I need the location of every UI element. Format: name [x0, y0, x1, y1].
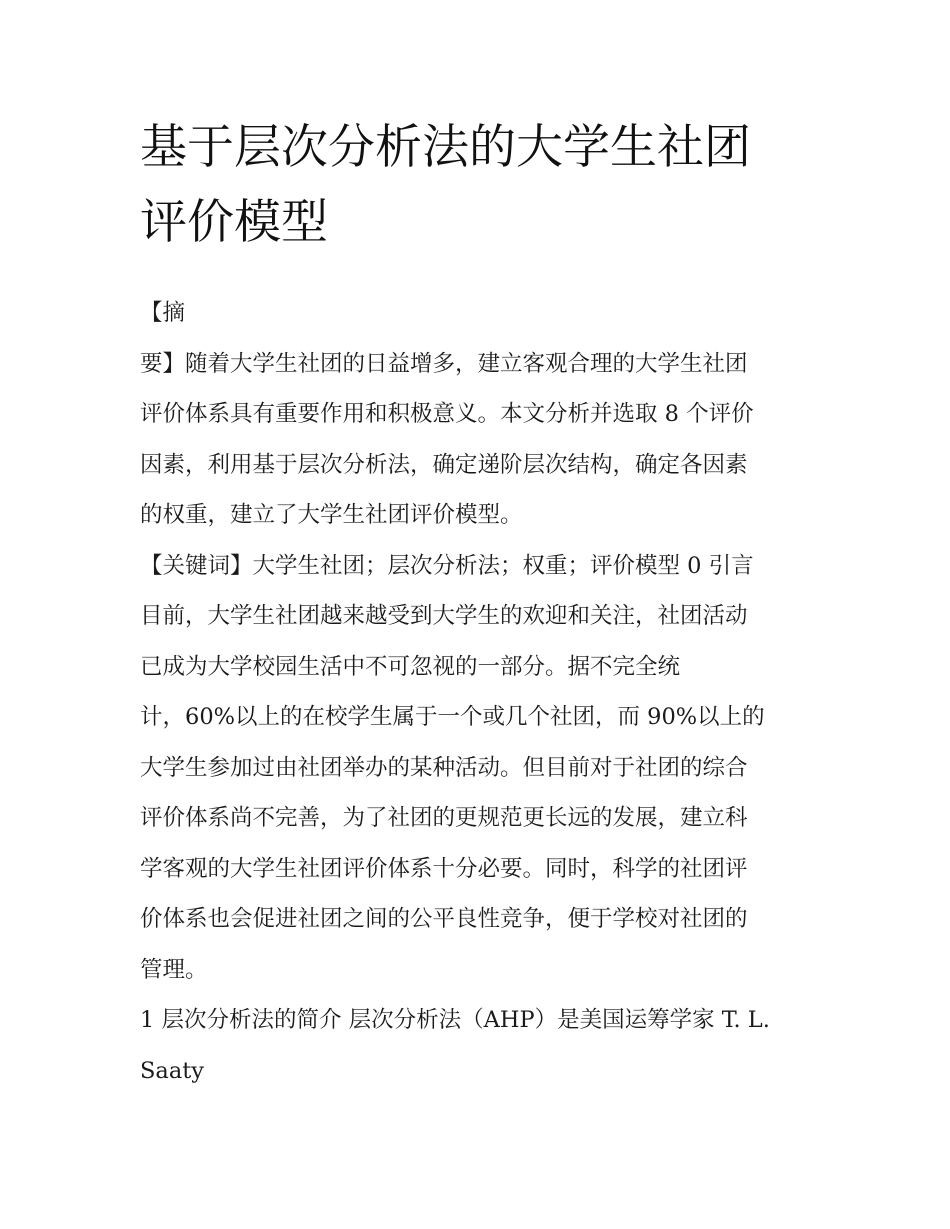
section-1-line: 1 层次分析法的简介 层次分析法（AHP）是美国运筹学家 T. L. — [140, 1007, 770, 1033]
abstract-line: 的权重，建立了大学生社团评价模型。 — [140, 502, 523, 528]
title-line-2: 评价模型 — [140, 195, 328, 250]
intro-line: 管理。 — [140, 956, 208, 983]
keywords-line: 【关键词】大学生社团；层次分析法；权重；评价模型 0 引言 — [140, 552, 754, 579]
intro-line: 大学生参加过由社团举办的某种活动。但目前对于社团的综合 — [140, 754, 748, 781]
intro-line: 价体系也会促进社团之间的公平良性竞争，便于学校对社团的 — [140, 906, 748, 932]
abstract-heading-line: 【摘 — [140, 300, 186, 326]
document-body — [140, 288, 812, 1096]
abstract-line: 因素，利用基于层次分析法，确定递阶层次结构，确定各因素 — [140, 451, 748, 478]
intro-line: 学客观的大学生社团评价体系十分必要。同时，科学的社团评 — [140, 855, 748, 882]
abstract-line: 要】随着大学生社团的日益增多，建立客观合理的大学生社团 — [140, 350, 748, 377]
intro-line: 已成为大学校园生活中不可忽视的一部分。据不完全统 — [140, 653, 681, 680]
document-page — [140, 110, 812, 1096]
intro-line: 计，60%以上的在校学生属于一个或几个社团，而 90%以上的 — [140, 704, 765, 730]
intro-line: 评价体系尚不完善，为了社团的更规范更长远的发展，建立科 — [140, 805, 748, 831]
intro-line: 目前，大学生社团越来越受到大学生的欢迎和关注，社团活动 — [140, 603, 748, 629]
abstract-line: 评价体系具有重要作用和积极意义。本文分析并选取 8 个评价 — [140, 401, 754, 427]
section-1-line: Saaty — [140, 1057, 204, 1084]
title-line-1: 基于层次分析法的大学生社团 — [140, 120, 751, 175]
document-title — [140, 110, 812, 260]
